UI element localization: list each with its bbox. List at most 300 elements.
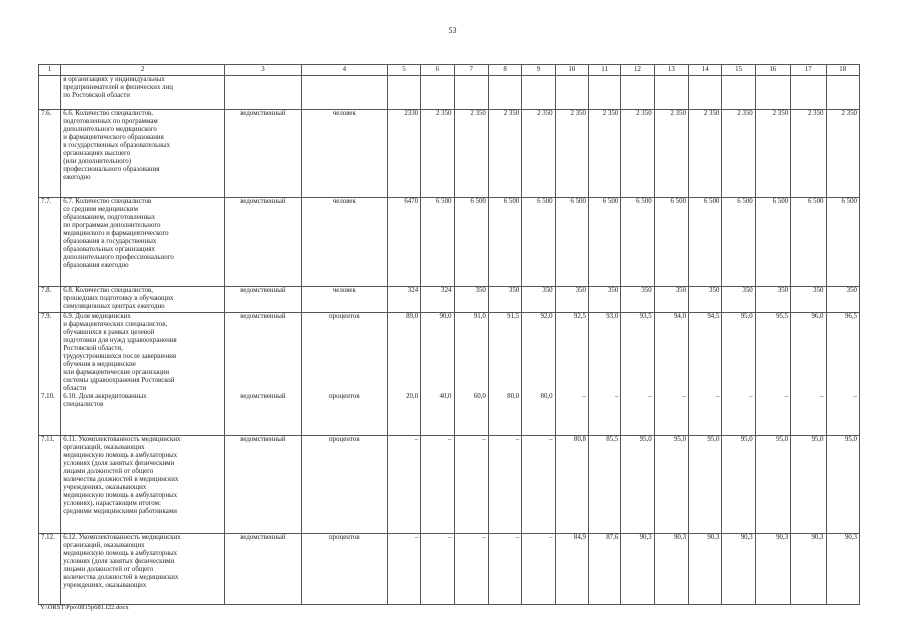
row-name-line: организаций, оказывающих (63, 542, 145, 549)
col-header: 18 (826, 65, 860, 76)
value-cell (722, 534, 755, 605)
value: 350 (846, 287, 857, 294)
value-cell (387, 534, 420, 605)
row-name-line: учреждениях, оказывающих (63, 484, 147, 491)
row-name-line: медицинскую помощь в амбулаторных (63, 492, 178, 499)
value-cell (488, 313, 521, 436)
value: 6470 (404, 198, 419, 205)
row-unit-cell (301, 534, 387, 605)
value: 2 350 (470, 110, 486, 117)
row-number-cell (39, 198, 61, 287)
value-cell (555, 436, 588, 534)
value-cell (689, 534, 722, 605)
row-name-line: по программам дополнительного (63, 222, 161, 229)
value-cell (588, 313, 620, 436)
row-name-line: и фармацевтического образования (63, 134, 164, 141)
value-cell (454, 287, 488, 313)
value: 90,0 (439, 313, 452, 320)
row-number: 7.9. (41, 313, 52, 320)
value: 80,8 (573, 436, 586, 443)
value-cell (722, 313, 755, 436)
value-cell (488, 110, 521, 198)
row-name-line: обучавшихся в рамках целевой (63, 329, 155, 336)
value: 350 (508, 287, 520, 294)
row-source-cell (225, 110, 302, 198)
sub-row-value: – (715, 393, 720, 400)
value-cell (555, 313, 588, 436)
value: 95,0 (811, 436, 824, 443)
value-cell (826, 534, 860, 605)
row-name-line: организаций, оказывающих (63, 444, 145, 451)
value: 350 (709, 287, 720, 294)
sub-row-name-line: 6.10. Доля аккредитованных (63, 393, 147, 400)
col-header: 4 (301, 65, 387, 76)
row-number: 7.12. (41, 534, 55, 541)
value: 2 350 (841, 110, 857, 117)
value-cell (826, 110, 860, 198)
row-name (61, 313, 225, 436)
value: – (482, 436, 486, 443)
value: 2 350 (602, 110, 619, 117)
value: 89,0 (406, 313, 419, 320)
sub-row-value: – (582, 393, 586, 400)
row-number: 7.7. (41, 198, 52, 205)
table-row (39, 436, 860, 534)
page-number: 53 (448, 26, 457, 35)
value: 94,0 (673, 313, 687, 320)
value: 85,5 (606, 436, 619, 443)
col-header: 8 (488, 65, 521, 76)
value: 95,0 (844, 436, 857, 443)
value-cell (826, 198, 860, 287)
value-cell (488, 534, 521, 605)
row-name-line: по Ростовской области (63, 92, 130, 99)
row-source-cell (225, 198, 302, 287)
row-name-line: в государственных образовательных (63, 142, 171, 149)
value-cell (421, 436, 454, 534)
value: 350 (742, 287, 753, 294)
value: 6 500 (772, 198, 789, 205)
value: 96,0 (811, 313, 824, 320)
row-name-line: предпринимателей и физических лиц (63, 84, 173, 91)
row-name-line: в организациях у индивидуальных (63, 76, 165, 83)
value: 84,9 (573, 534, 586, 541)
value: 95,5 (776, 313, 789, 320)
row-name-line: условиях), нарастающим итогом: (63, 500, 161, 507)
row-source: ведомственный (240, 110, 286, 117)
row-unit: процентов (328, 534, 360, 541)
value-cell (421, 110, 454, 198)
value-cell (488, 436, 521, 534)
value-cell (791, 313, 826, 436)
sub-row-value: 80,0 (540, 393, 553, 400)
value: – (515, 534, 520, 541)
value-cell (654, 287, 688, 313)
row-source: ведомственный (240, 534, 286, 541)
value-cell (755, 198, 790, 287)
row-name-line: дополнительного медицинского (63, 126, 157, 133)
value: 6 500 (703, 198, 720, 205)
value-cell (522, 198, 555, 287)
value-cell (454, 198, 488, 287)
sub-row-value: 20,0 (406, 393, 419, 400)
value: 95,0 (707, 436, 720, 443)
sub-row-value: 40,0 (439, 393, 452, 400)
value: 90,3 (740, 534, 753, 541)
value: 94,5 (707, 313, 720, 320)
value: 2330 (404, 110, 419, 117)
value-cell (755, 534, 790, 605)
value-cell (621, 110, 654, 198)
row-name-line: дополнительного профессионального (63, 254, 174, 261)
value: 95,0 (673, 436, 687, 443)
row-unit-cell (301, 436, 387, 534)
continuation-row (39, 76, 860, 110)
value: 90,3 (811, 534, 824, 541)
col-header: 14 (689, 65, 722, 76)
row-name-line: образования ежегодно (63, 262, 129, 269)
value: 95,0 (740, 313, 753, 320)
row-source: ведомственный (240, 198, 286, 205)
sub-row-unit: процентов (328, 393, 360, 400)
row-number-cell (39, 313, 61, 436)
col-header: 9 (522, 65, 555, 76)
sub-row-value: – (820, 393, 824, 400)
value-cell (421, 287, 454, 313)
value: 2 350 (636, 110, 652, 117)
col-header: 13 (654, 65, 688, 76)
col-header: 17 (791, 65, 826, 76)
value-cell (689, 436, 722, 534)
value-cell (791, 287, 826, 313)
value: – (414, 436, 419, 443)
row-name-line: лицами должностей от общего (63, 566, 154, 573)
row-name-line: образованием, подготовленных (63, 214, 156, 221)
value-cell (387, 313, 420, 436)
row-name-line: профессионального образования (63, 166, 160, 173)
sub-row-value: 60,0 (473, 393, 486, 400)
col-header: 2 (61, 65, 225, 76)
row-unit-cell (301, 287, 387, 313)
value-cell (488, 198, 521, 287)
row-number-cell (39, 110, 61, 198)
row-number: 7.6. (41, 110, 52, 117)
value-cell (689, 198, 722, 287)
value-cell (621, 313, 654, 436)
row-number-cell (39, 534, 61, 605)
value: – (448, 436, 452, 443)
row-name-line: ежегодно (63, 174, 91, 181)
row-name (61, 198, 225, 287)
sub-row-value: 80,0 (507, 393, 520, 400)
value-cell (621, 436, 654, 534)
value: 2 350 (807, 110, 824, 117)
value-cell (722, 436, 755, 534)
row-name (61, 534, 225, 605)
col-header: 6 (421, 65, 454, 76)
col-header: 7 (454, 65, 488, 76)
row-name-line: 6.9. Доля медицинских (63, 313, 131, 320)
row-name-line: количества должностей в медицинских (63, 574, 179, 581)
value-cell (588, 110, 620, 198)
value-cell (621, 198, 654, 287)
row-name-line: подготовки для нужд здравоохранения (63, 337, 177, 344)
value: 95,0 (639, 436, 652, 443)
value-cell (387, 287, 420, 313)
value-cell (555, 198, 588, 287)
row-name-line: 6.11. Укомплектованность медицинских (63, 436, 181, 443)
table-row (39, 534, 860, 605)
value: 90,3 (707, 534, 720, 541)
value-cell (621, 534, 654, 605)
value: 6 500 (636, 198, 652, 205)
value: 96,5 (844, 313, 857, 320)
value: 90,3 (844, 534, 857, 541)
col-header: 10 (555, 65, 588, 76)
row-source: ведомственный (240, 287, 286, 294)
table-row (39, 287, 860, 313)
row-name (61, 436, 225, 534)
value-cell (654, 198, 688, 287)
value: 2 350 (435, 110, 452, 117)
value: 90,3 (673, 534, 687, 541)
value-cell (755, 110, 790, 198)
value-cell (522, 436, 555, 534)
value: – (482, 534, 486, 541)
value-cell (654, 534, 688, 605)
col-header: 15 (722, 65, 755, 76)
row-source: ведомственный (240, 436, 286, 443)
value-cell (454, 313, 488, 436)
value-cell (522, 313, 555, 436)
value-cell (791, 110, 826, 198)
table-row (39, 198, 860, 287)
row-name-line: 6.7. Количество специалистов (63, 198, 152, 205)
row-name (61, 76, 225, 110)
value: 92,0 (540, 313, 553, 320)
row-unit-cell (301, 198, 387, 287)
value: 350 (813, 287, 824, 294)
row-name-line: со средним медицинским (63, 206, 138, 213)
row-source: ведомственный (240, 313, 286, 320)
value-cell (722, 198, 755, 287)
col-header: 1 (39, 65, 61, 76)
value-cell (654, 110, 688, 198)
value-cell (588, 436, 620, 534)
row-name-line: 6.8. Количество специалистов, (63, 287, 153, 294)
value: 2 350 (503, 110, 520, 117)
row-name-line: 6.6. Количество специалистов, (63, 110, 153, 117)
row-name-line: лицами должностей от общего (63, 468, 154, 475)
row-name-line: медицинскую помощь в амбулаторных (63, 550, 178, 557)
table-row (39, 313, 860, 436)
row-name (61, 110, 225, 198)
value-cell (488, 287, 521, 313)
value-cell (689, 110, 722, 198)
row-unit: процентов (328, 436, 360, 443)
value-cell (755, 313, 790, 436)
row-name-line: 6.12. Укомплектованность медицинских (63, 534, 181, 541)
row-number: 7.8. (41, 287, 52, 294)
value: 2 350 (703, 110, 720, 117)
row-name-line: и фармацевтических специалистов, (63, 321, 168, 328)
value: 90,3 (776, 534, 789, 541)
row-name-line: условиях (доля занятых физическими (63, 460, 175, 467)
value-cell (689, 287, 722, 313)
value-cell (421, 313, 454, 436)
value-cell (722, 287, 755, 313)
sub-row-value: – (853, 393, 857, 400)
value: 350 (777, 287, 789, 294)
value: 91,0 (473, 313, 486, 320)
value: 6 500 (537, 198, 553, 205)
value: – (549, 534, 553, 541)
row-number-cell (39, 436, 61, 534)
row-name-line: Ростовской области, (63, 345, 123, 352)
value: 350 (475, 287, 486, 294)
value-cell (522, 110, 555, 198)
value: 350 (675, 287, 687, 294)
row-name-line: или фармацевтические организации (63, 369, 170, 376)
value: 93,0 (606, 313, 619, 320)
value-cell (826, 313, 860, 436)
value: 87,6 (606, 534, 619, 541)
value-cell (654, 313, 688, 436)
value: 6 500 (503, 198, 520, 205)
value-cell (755, 436, 790, 534)
value-cell (522, 287, 555, 313)
row-name-line: (или дополнительного) (63, 158, 132, 165)
value: 6 500 (737, 198, 753, 205)
value-cell (454, 436, 488, 534)
value-cell (387, 198, 420, 287)
value: 350 (607, 287, 619, 294)
sub-row-value: – (749, 393, 753, 400)
value-cell (387, 110, 420, 198)
value-cell (421, 198, 454, 287)
row-name-line: условиях (доля занятых физическими (63, 558, 175, 565)
value: 324 (407, 287, 419, 294)
row-unit: человек (332, 287, 356, 294)
value: 6 500 (670, 198, 687, 205)
row-name-line: организациях высшего (63, 150, 131, 157)
row-name-line: симуляционных центрах ежегодно (63, 303, 165, 310)
value-cell (454, 534, 488, 605)
value: 2 350 (570, 110, 586, 117)
sub-row-number: 7.10. (41, 393, 55, 400)
value-cell (588, 534, 620, 605)
value-cell (555, 534, 588, 605)
value-cell (588, 287, 620, 313)
value: – (414, 534, 419, 541)
row-name-line: медицинского и фармацевтического (63, 230, 169, 237)
col-header: 3 (225, 65, 302, 76)
row-unit-cell (301, 313, 387, 436)
col-header: 16 (755, 65, 790, 76)
value-cell (791, 436, 826, 534)
value: 350 (542, 287, 553, 294)
value-cell (722, 110, 755, 198)
row-name-line: области (63, 385, 87, 392)
value-cell (421, 534, 454, 605)
footer-file-path: Y:\ORST\Ppo\0815p681.f22.docx (40, 604, 129, 611)
row-name-line: прошедших подготовку в обучающих (63, 295, 174, 302)
value: 95,0 (776, 436, 789, 443)
col-header: 12 (621, 65, 654, 76)
row-source-cell (225, 436, 302, 534)
row-name-line: образования в государственных (63, 238, 157, 245)
row-number: 7.11. (41, 436, 55, 443)
value: 6 500 (841, 198, 857, 205)
value: 6 500 (470, 198, 486, 205)
value-cell (454, 110, 488, 198)
header-row (39, 65, 860, 76)
row-unit: человек (332, 198, 356, 205)
value: 91,5 (507, 313, 520, 320)
value: – (515, 436, 520, 443)
row-source-cell (225, 287, 302, 313)
value: 92,5 (573, 313, 586, 320)
value: 6 500 (807, 198, 824, 205)
row-number-cell (39, 287, 61, 313)
row-name-line: трудоустроившихся после завершения (63, 353, 176, 360)
sub-row-value: – (682, 393, 687, 400)
sub-row-name-line: специалистов (63, 401, 104, 408)
value-cell (387, 436, 420, 534)
indicators-table (38, 64, 860, 605)
table-row (39, 110, 860, 198)
value-cell (826, 287, 860, 313)
value: – (549, 436, 553, 443)
value: 350 (641, 287, 652, 294)
value-cell (522, 534, 555, 605)
value-cell (621, 287, 654, 313)
value: 93,5 (639, 313, 652, 320)
value-cell (755, 287, 790, 313)
value: 6 500 (435, 198, 452, 205)
value-cell (654, 436, 688, 534)
value-cell (588, 198, 620, 287)
value: 6 500 (602, 198, 619, 205)
sub-row-source: ведомственный (240, 393, 286, 400)
row-name-line: учреждениях, оказывающих (63, 582, 147, 589)
value: 324 (441, 287, 452, 294)
sub-row-value: – (784, 393, 789, 400)
value: 2 350 (772, 110, 789, 117)
value: 2 350 (537, 110, 553, 117)
sub-row-value: – (614, 393, 619, 400)
value-cell (555, 110, 588, 198)
sub-row-value: – (648, 393, 652, 400)
row-name-line: системы здравоохранения Ростовской (63, 377, 175, 384)
value-cell (555, 287, 588, 313)
row-unit: процентов (328, 313, 360, 320)
col-header: 5 (387, 65, 420, 76)
row-source-cell (225, 534, 302, 605)
value-cell (791, 198, 826, 287)
value: 2 350 (670, 110, 687, 117)
value: 95,0 (740, 436, 753, 443)
row-name-line: средними медицинскими работниками (63, 508, 177, 515)
value-cell (689, 313, 722, 436)
row-unit: человек (332, 110, 356, 117)
row-name-line: обучения в медицинские (63, 361, 136, 368)
row-source-cell (225, 313, 302, 436)
row-name-line: количества должностей в медицинских (63, 476, 179, 483)
value: 2 350 (737, 110, 753, 117)
value: 6 500 (570, 198, 586, 205)
row-name (61, 287, 225, 313)
